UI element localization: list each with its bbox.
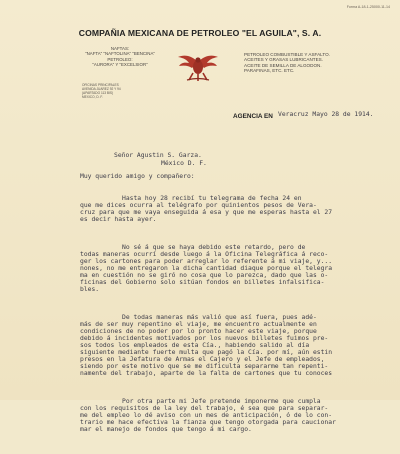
paragraph: No sé á que se haya debido este retardo, pero de todas maneras ocurrí desde luego á la Oficina Telegráfica á reco- ger los cartones para poder arreglar lo referente á mi viaje, y... nones, no me entregaron la dicha cantidad diaque porque el telegra ma en cuestión no se giró no cosa que lo parezca, dado que las o- ficinas del Gobierno solo sitúan fondos en billetes infalsifica- bles. [80,244,333,293]
letterhead-right-column [244,52,362,74]
addressee-city: México D. F. [161,160,207,167]
offices-line: OFICINAS PRINCIPALES [82,83,119,87]
right-column-line: ACEITE DE SEMILLA DE ALGODON. [244,62,322,68]
main-offices-block [82,83,132,99]
eagle-logo [177,53,219,83]
offices-line: AVENIDA JUAREZ 92 Y 94 [82,87,121,91]
place-date: Veracruz Mayo 28 de 1914. [278,111,374,118]
offices-line: MEXICO, D. F. [82,95,103,99]
letter-body [80,181,336,454]
left-column-line: "AURORA" Y "EXCELSIOR" [92,62,148,68]
company-name: COMPAÑIA MEXICANA DE PETROLEO "EL AGUILA", S. A. [78,28,322,38]
paragraph: Por otra parte mi Jefe pretende imponerme que cumpla con los requisitos de la ley del trabajo, é sea que para separar- me del empleo lo dé aviso con un mes de anticipación, ó de lo con- trario me hace efectiva la fianza que tengo otorgada para caucionar mar el manejo de fondos que tengo á mi cargo. [80,398,336,433]
left-column-line: PETROLEO: [107,56,133,62]
right-column-line: PETROLEO COMBUSTIBLE Y ASFALTO. [244,52,330,57]
right-column-line: ACEITES Y GRASAS LUBRICANTES. [244,57,323,63]
paragraph: De todas maneras más valió que así fuera, pues adé- más de ser muy repentino el viaje, me encuentro actualmente en condiciones de no poder por lo pronto hacer este viaje, porque debido á incidentes motivados por los nuevos billetes fuimos pre- sos todos los empleados de esta Cía., habiendo salido al día siguiente mediante fuerte multa que pagó la Cía. por mí, aún estin presos en la Jefatura de Armas el Cajero y el Jefe de empleados, siendo por este motivo que se me dificulta separarme tan repenti- namente del trabajo, aparte de la falta de cartones que tu conoces [80,314,333,377]
addressee: Señor Agustin S. Garza. [114,152,202,159]
left-column-line: "NAFTA" "NAFTOLINA" "BENCINA" [85,51,155,57]
form-reference: Forma A-18-1-25000-11-14 [346,5,390,9]
agency-label: AGENCIA EN [233,113,273,120]
greeting: Muy querido amigo y compañero: [80,173,195,180]
letterhead-left-column [80,46,160,68]
paragraph: Hasta hoy 28 recibí tu telegrama de fecha 24 en que me dices ocurra al telégrafo por quinientos pesos de Vera- cruz para que me vaya enseguida á esa y que me esperas hasta el 27 es decir hasta ayer. [80,195,333,223]
offices-line: (APARTADO 113 BIS) [82,91,114,95]
right-column-line: PARAFINAS, ETC. ETC. [244,68,295,74]
left-column-line: NAFTAS: [110,46,130,51]
